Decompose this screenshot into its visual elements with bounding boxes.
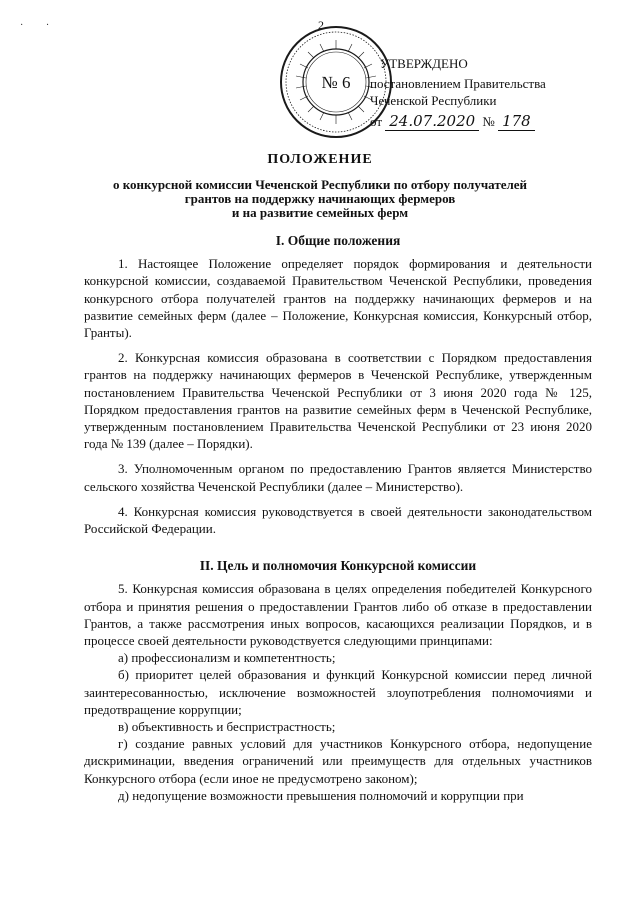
- document-body: [84, 230, 592, 804]
- paragraph-5: 5. Конкурсная комиссия образована в целях определения победителей Конкурсного отбора и принятия решения о предоставлении Грантов либо об отказе в предоставлении Грантов, а также рассмотрения иных вопросов, касающихся реализации Порядков, и в процессе своей деятельности руководствуется следующими принципами:: [84, 581, 592, 649]
- paragraph-4: 4. Конкурсная комиссия руководствуется в своей деятельности законодательством Российской Федерации.: [84, 503, 592, 537]
- title-line3: и на развитие семейных ферм: [231, 205, 409, 220]
- title-main: ПОЛОЖЕНИЕ: [267, 152, 373, 167]
- section2-heading: II. Цель и полномочия Конкурсной комиссии: [199, 558, 477, 574]
- list-item-d: д) недопущение возможности превышения полномочий и коррупции при: [118, 787, 524, 803]
- approved-by-line2: Чеченской Республики: [370, 93, 497, 108]
- approval-date-line: [370, 113, 620, 130]
- seal-number: № 6: [321, 73, 351, 92]
- paragraph-3: 3. Уполномоченным органом по предоставлению Грантов является Министерство сельского хозяйства Чеченской Республики (далее – Министерство).: [84, 461, 592, 494]
- paragraph-2: 2. Конкурсная комиссия образована в соответствии с Порядком предоставления грантов на поддержку начинающих фермеров в Чеченской Республике, утвержденным постановлением Правительства Чеченской Республики от 3 июня 2020 года № 125, Порядком предоставления грантов на развитие семейных ферм в Чеченской Республике, утвержденным постановлением Правительства Чеченской Республики от 23 июня 2020 года № 139 (далее – Порядки).: [84, 350, 592, 452]
- approval-date: 24.07.2020: [385, 112, 479, 131]
- date-prefix: от: [370, 114, 383, 129]
- number-prefix: №: [482, 114, 495, 129]
- scan-marks: · ·: [20, 20, 50, 31]
- list-item-b: б) приоритет целей образования и функций Конкурсной комиссии перед личной заинтересованностью, исключение возможностей злоупотребления полномочиями и предотвращение коррупции;: [84, 667, 592, 717]
- list-item-a: а) профессионализм и компетентность;: [118, 650, 336, 666]
- list-item-g: г) создание равных условий для участников Конкурсного отбора, недопущение дискриминации, введения ограничений или преимуществ для отдельных участников Конкурсного отбора (если иное не предусмотрено законом);: [84, 736, 592, 786]
- page-number: 2: [318, 18, 324, 32]
- document-title: [90, 152, 550, 220]
- approved-label: УТВЕРЖДЕНО: [380, 56, 468, 71]
- title-line2: грантов на поддержку начинающих фермеров: [184, 191, 456, 206]
- list-item-v: в) объективность и беспристрастность;: [118, 719, 336, 735]
- title-line1: о конкурсной комиссии Чеченской Республики по отбору получателей: [112, 177, 528, 192]
- approved-by-line1: постановлением Правительства: [370, 76, 546, 91]
- approval-number: 178: [498, 112, 535, 131]
- section1-heading: I. Общие положения: [275, 233, 401, 248]
- approval-stamp: [370, 55, 620, 130]
- paragraph-1: 1. Настоящее Положение определяет порядок формирования и деятельности конкурсной комиссии, создаваемой Правительством Чеченской Республики, проведения конкурсного отбора получателей грантов на поддержку начинающих фермеров и на развитие семейных ферм (далее – Положение, Конкурсная комиссия, Конкурсный отбор, Гранты).: [84, 256, 592, 341]
